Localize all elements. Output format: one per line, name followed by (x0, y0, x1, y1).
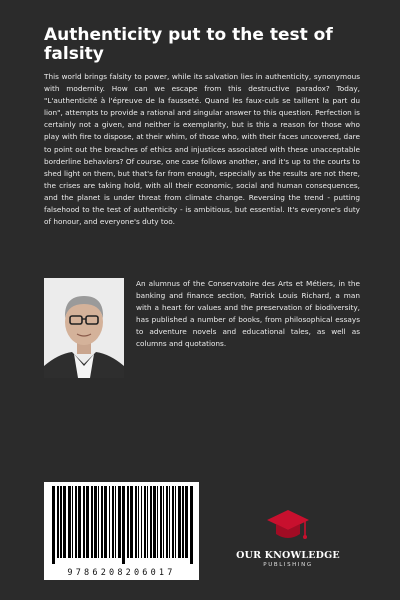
isbn-barcode (44, 482, 199, 580)
publisher-logo (228, 506, 348, 568)
book-title: Authenticity put to the test of falsity (44, 25, 333, 64)
publisher-tagline: PUBLISHING (263, 562, 313, 568)
publisher-name: OUR KNOWLEDGE (236, 550, 340, 561)
graduation-cap-icon (265, 506, 311, 544)
isbn-number: 9786208206017 (67, 568, 176, 578)
book-blurb: This world brings falsity to power, while its salvation lies in authenticity, synonymous with modernity. How can we escape from this destructive paradox? Today, "L'authenticité à l'épreuve de la fausseté. Quand les faux-culs se taillent la part du lion", attempts to provide a rational and singular answer to this question. Perfection is certainly not a given, and neither is exemplarity, but is this a reason for those who play with fire to dispose, at their whim, of those who, with their faces uncovered, dare to point out the breaches of ethics and injustices associated with these unacceptable borderline behaviors? Of course, one case follows another, and it's up to the courts to shed light on them, but that's far from enough, especially as the results are not there, the crises are taking hold, with all their economic, social and human consequences, and the planet is under threat from climate change. Reversing the trend - putting falsehood to the test of authenticity - is ambitious, but essential. It's everyone's duty of honour, and everyone's duty too. (44, 72, 360, 227)
author-bio: An alumnus of the Conservatoire des Arts et Métiers, in the banking and finance section, Patrick Louis Richard, a man with a heart for values and the preservation of biodiversity, has published a number of books, from philosophical essays to adventure novels and educational tales, as well as columns and quotations. (136, 279, 360, 349)
author-photo (44, 278, 124, 378)
